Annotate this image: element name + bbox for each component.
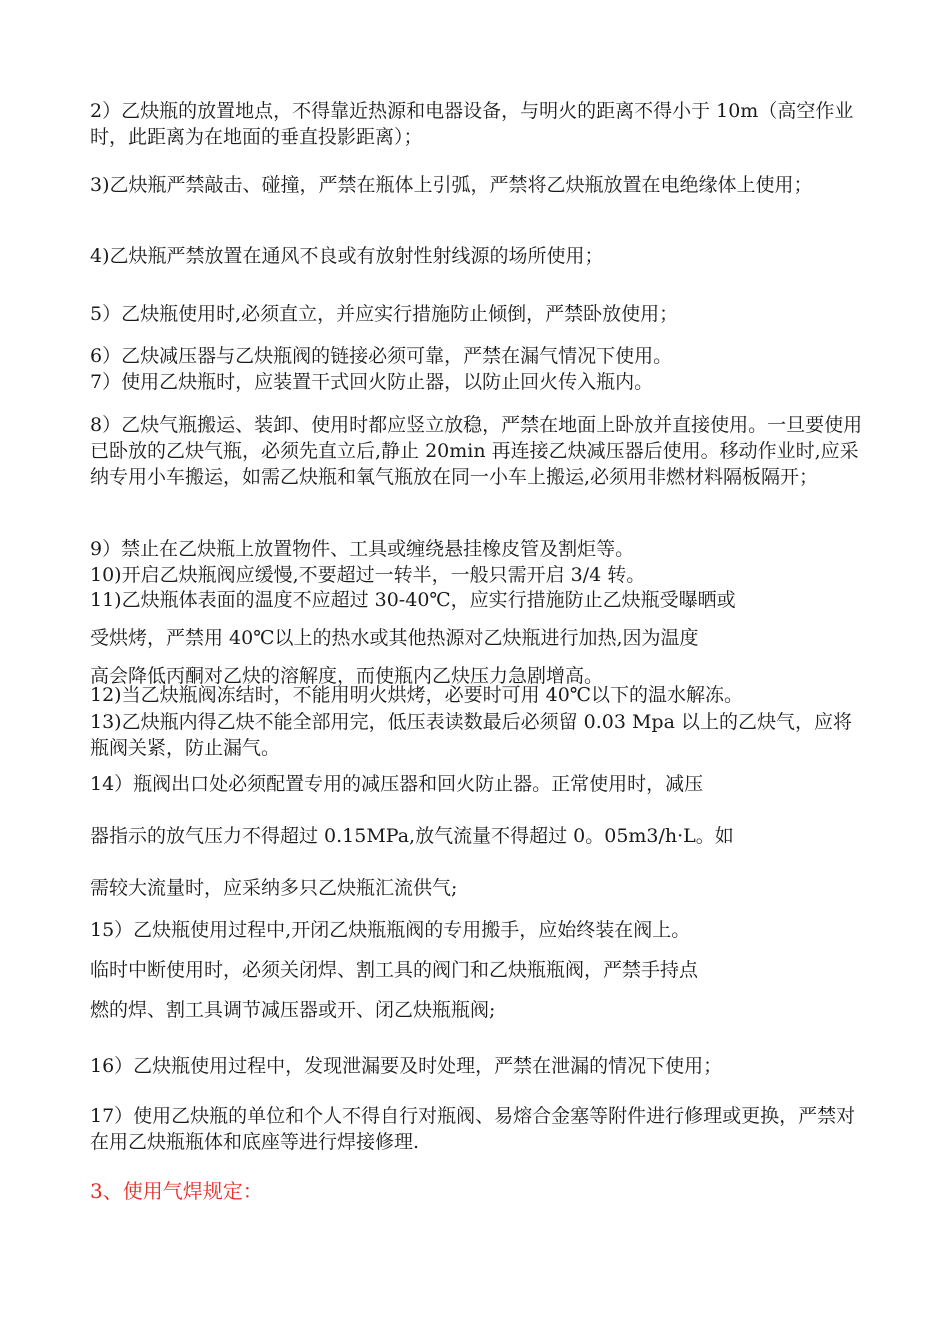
paragraph-13: 13)乙炔瓶内得乙炔不能全部用完，低压表读数最后必须留 0.03 Mpa 以上的乙炔气，应将瓶阀关紧，防止漏气。 <box>90 711 852 759</box>
paragraph-16: 16）乙炔瓶使用过程中，发现泄漏要及时处理，严禁在泄漏的情况下使用； <box>90 1055 723 1077</box>
paragraph-9: 9）禁止在乙炔瓶上放置物件、工具或缠绕悬挂橡皮管及割炬等。 <box>90 538 635 560</box>
paragraph-17: 17）使用乙炔瓶的单位和个人不得自行对瓶阀、易熔合金塞等附件进行修理或更换，严禁对在用乙炔瓶瓶体和底座等进行焊接修理. <box>90 1105 856 1153</box>
paragraph-3: 3)乙炔瓶严禁敲击、碰撞，严禁在瓶体上引弧，严禁将乙炔瓶放置在电绝缘体上使用； <box>90 174 813 196</box>
paragraph-11-line-3: 高会降低丙酮对乙炔的溶解度，而使瓶内乙炔压力急剧增高。 <box>90 665 604 687</box>
paragraph-15 <box>90 910 870 1030</box>
paragraph-14-line-2: 器指示的放气压力不得超过 0.15MPa,放气流量不得超过 0。05m3/h·L。如 <box>90 825 734 847</box>
paragraph-14-line-3: 需较大流量时，应采纳多只乙炔瓶汇流供气; <box>90 877 458 899</box>
paragraph-15-line-1: 15）乙炔瓶使用过程中,开闭乙炔瓶瓶阀的专用搬手，应始终装在阀上。 <box>90 919 691 941</box>
paragraph-8: 8）乙炔气瓶搬运、装卸、使用时都应竖立放稳，严禁在地面上卧放并直接使用。一旦要使用已卧放的乙炔气瓶，必须先直立后,静止 20min 再连接乙炔减压器后使用。移动作业时,应采纳专用小车搬运，如需乙炔瓶和氧气瓶放在同一小车上搬运,必须用非燃材料隔板隔开； <box>90 414 863 488</box>
paragraph-11 <box>90 581 870 695</box>
section-heading-3: 3、使用气焊规定： <box>90 1179 263 1203</box>
paragraph-2: 2）乙炔瓶的放置地点，不得靠近热源和电器设备，与明火的距离不得小于 10m（高空作业时，此距离为在地面的垂直投影距离）； <box>90 100 854 148</box>
paragraph-15-line-3: 燃的焊、割工具调节减压器或开、闭乙炔瓶瓶阀; <box>90 999 496 1021</box>
paragraph-12: 12)当乙炔瓶阀冻结时，不能用明火烘烤，必要时可用 40℃以下的温水解冻。 <box>90 684 744 706</box>
paragraph-4: 4)乙炔瓶严禁放置在通风不良或有放射性射线源的场所使用； <box>90 245 604 267</box>
paragraph-14-line-1: 14）瓶阀出口处必须配置专用的减压器和回火防止器。正常使用时，减压 <box>90 773 704 795</box>
paragraph-11-line-1: 11)乙炔瓶体表面的温度不应超过 30-40℃，应实行措施防止乙炔瓶受曝晒或 <box>90 589 736 611</box>
paragraph-5: 5）乙炔瓶使用时,必须直立，并应实行措施防止倾倒，严禁卧放使用； <box>90 303 679 325</box>
paragraph-14 <box>90 758 870 914</box>
paragraph-6: 6）乙炔减压器与乙炔瓶阀的链接必须可靠，严禁在漏气情况下使用。 <box>90 345 673 367</box>
paragraph-11-line-2: 受烘烤，严禁用 40℃以上的热水或其他热源对乙炔瓶进行加热,因为温度 <box>90 627 699 649</box>
paragraph-7: 7）使用乙炔瓶时，应装置干式回火防止器，以防止回火传入瓶内。 <box>90 371 654 393</box>
paragraph-10: 10)开启乙炔瓶阀应缓慢,不要超过一转半，一般只需开启 3/4 转。 <box>90 564 646 586</box>
paragraph-15-line-2: 临时中断使用时，必须关闭焊、割工具的阀门和乙炔瓶瓶阀，严禁手持点 <box>90 959 699 981</box>
